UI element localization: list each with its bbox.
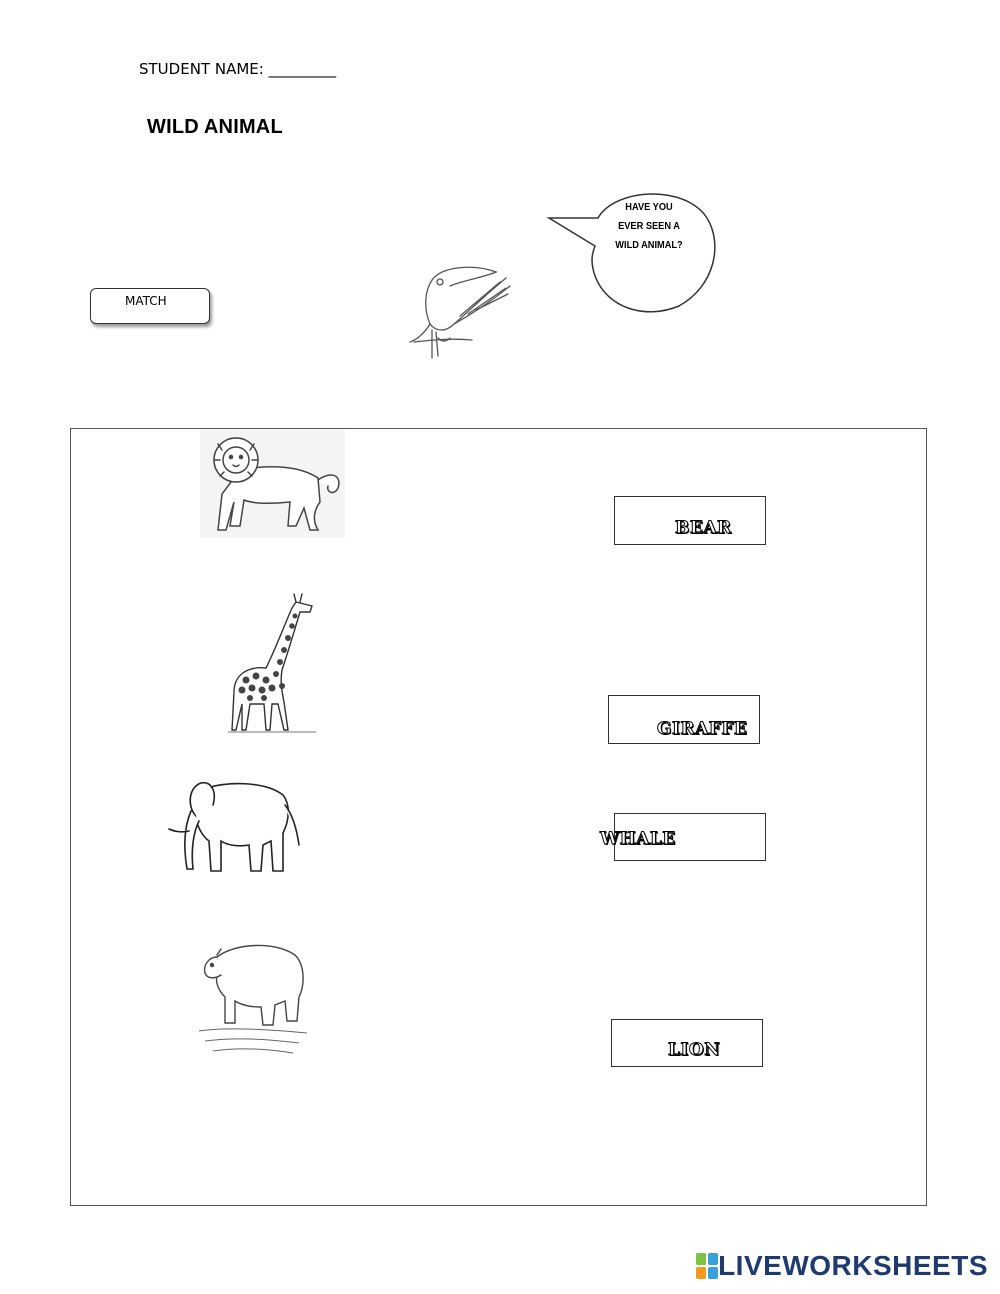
word-label[interactable]: LION — [668, 1040, 721, 1060]
polar-bear-icon — [195, 935, 310, 1057]
speech-bubble-text — [604, 198, 694, 255]
speech-line: WILD ANIMAL? — [615, 239, 683, 251]
toucan-icon — [402, 258, 514, 370]
word-label[interactable]: GIRAFFE — [657, 719, 748, 739]
giraffe-icon — [222, 592, 322, 737]
student-name-line: STUDENT NAME: _________ — [139, 60, 337, 78]
word-label[interactable]: WHALE — [600, 829, 676, 849]
elephant-icon — [165, 775, 305, 875]
worksheet-title: WILD ANIMAL — [147, 116, 283, 138]
speech-line: EVER SEEN A — [618, 220, 680, 232]
match-instruction-box: MATCH — [90, 288, 210, 324]
speech-line: HAVE YOU — [625, 201, 673, 213]
word-label[interactable]: BEAR — [675, 518, 732, 538]
liveworksheets-brand: LIVEWORKSHEETS — [718, 1250, 988, 1281]
lion-icon — [200, 430, 345, 538]
liveworksheets-logo — [696, 1250, 988, 1282]
liveworksheets-logo-icon — [696, 1253, 718, 1279]
